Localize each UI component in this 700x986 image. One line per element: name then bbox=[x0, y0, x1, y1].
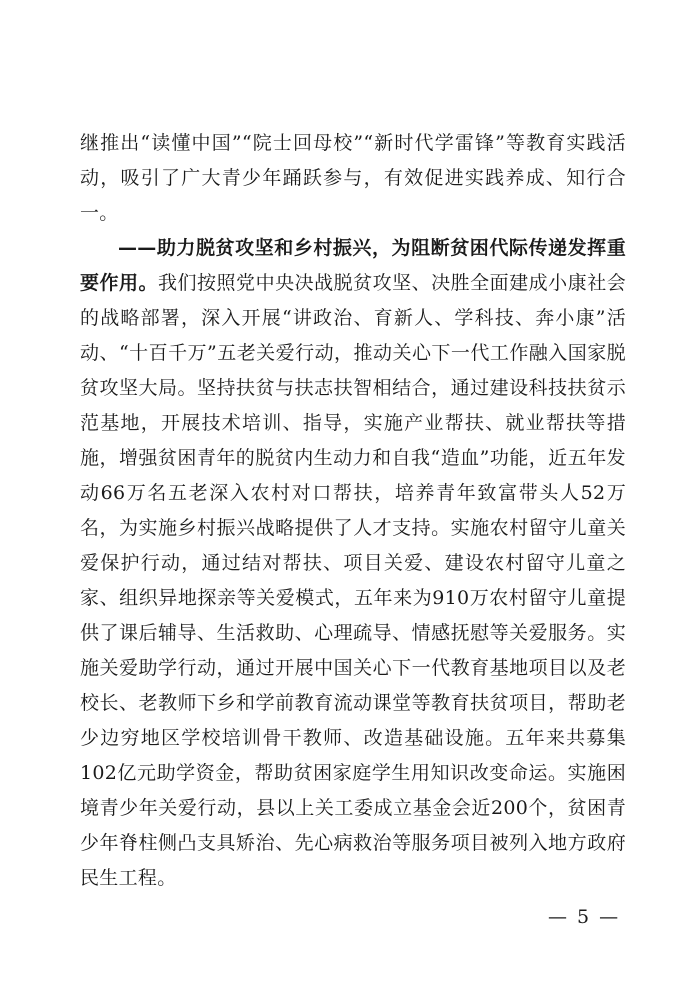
paragraph-poverty-alleviation bbox=[80, 231, 626, 896]
paragraph-text: 我们按照党中央决战脱贫攻坚、决胜全面建成小康社会的战略部署，深入开展“讲政治、育新人、学科技、奔小康”活动、“十百千万”五老关爱行动，推动关心下一代工作融入国家脱贫攻坚大局。坚持扶贫与扶志扶智相结合，通过建设科技扶贫示范基地，开展技术培训、指导，实施产业帮扶、就业帮扶等措施，增强贫困青年的脱贫内生动力和自我“造血”功能，近五年发动66万名五老深入农村对口帮扶，培养青年致富带头人52万名，为实施乡村振兴战略提供了人才支持。实施农村留守儿童关爱保护行动，通过结对帮扶、项目关爱、建设农村留守儿童之家、组织异地探亲等关爱模式，五年来为910万农村留守儿童提供了课后辅导、生活救助、心理疏导、情感抚慰等关爱服务。实施关爱助学行动，通过开展中国关心下一代教育基地项目以及老校长、老教师下乡和学前教育流动课堂等教育扶贫项目，帮助老少边穷地区学校培训骨干教师、改造基础设施。五年来共募集102亿元助学资金，帮助贫困家庭学生用知识改变命运。实施困境青少年关爱行动，县以上关工委成立基金会近200个，贫困青少年脊柱侧凸支具矫治、先心病救治等服务项目被列入地方政府民生工程。 bbox=[80, 272, 626, 889]
paragraph-text: 继推出“读懂中国”“院士回母校”“新时代学雷锋”等教育实践活动，吸引了广大青少年踊跃参与，有效促进实践养成、知行合一。 bbox=[80, 132, 626, 224]
paragraph-continued bbox=[80, 126, 626, 231]
page-number: — 5 — bbox=[548, 906, 621, 928]
document-body bbox=[80, 126, 626, 896]
paragraph-heading: ——助力脱贫攻坚和乡村振兴，为阻断贫困代际传递发挥重要作用。 bbox=[80, 237, 626, 294]
